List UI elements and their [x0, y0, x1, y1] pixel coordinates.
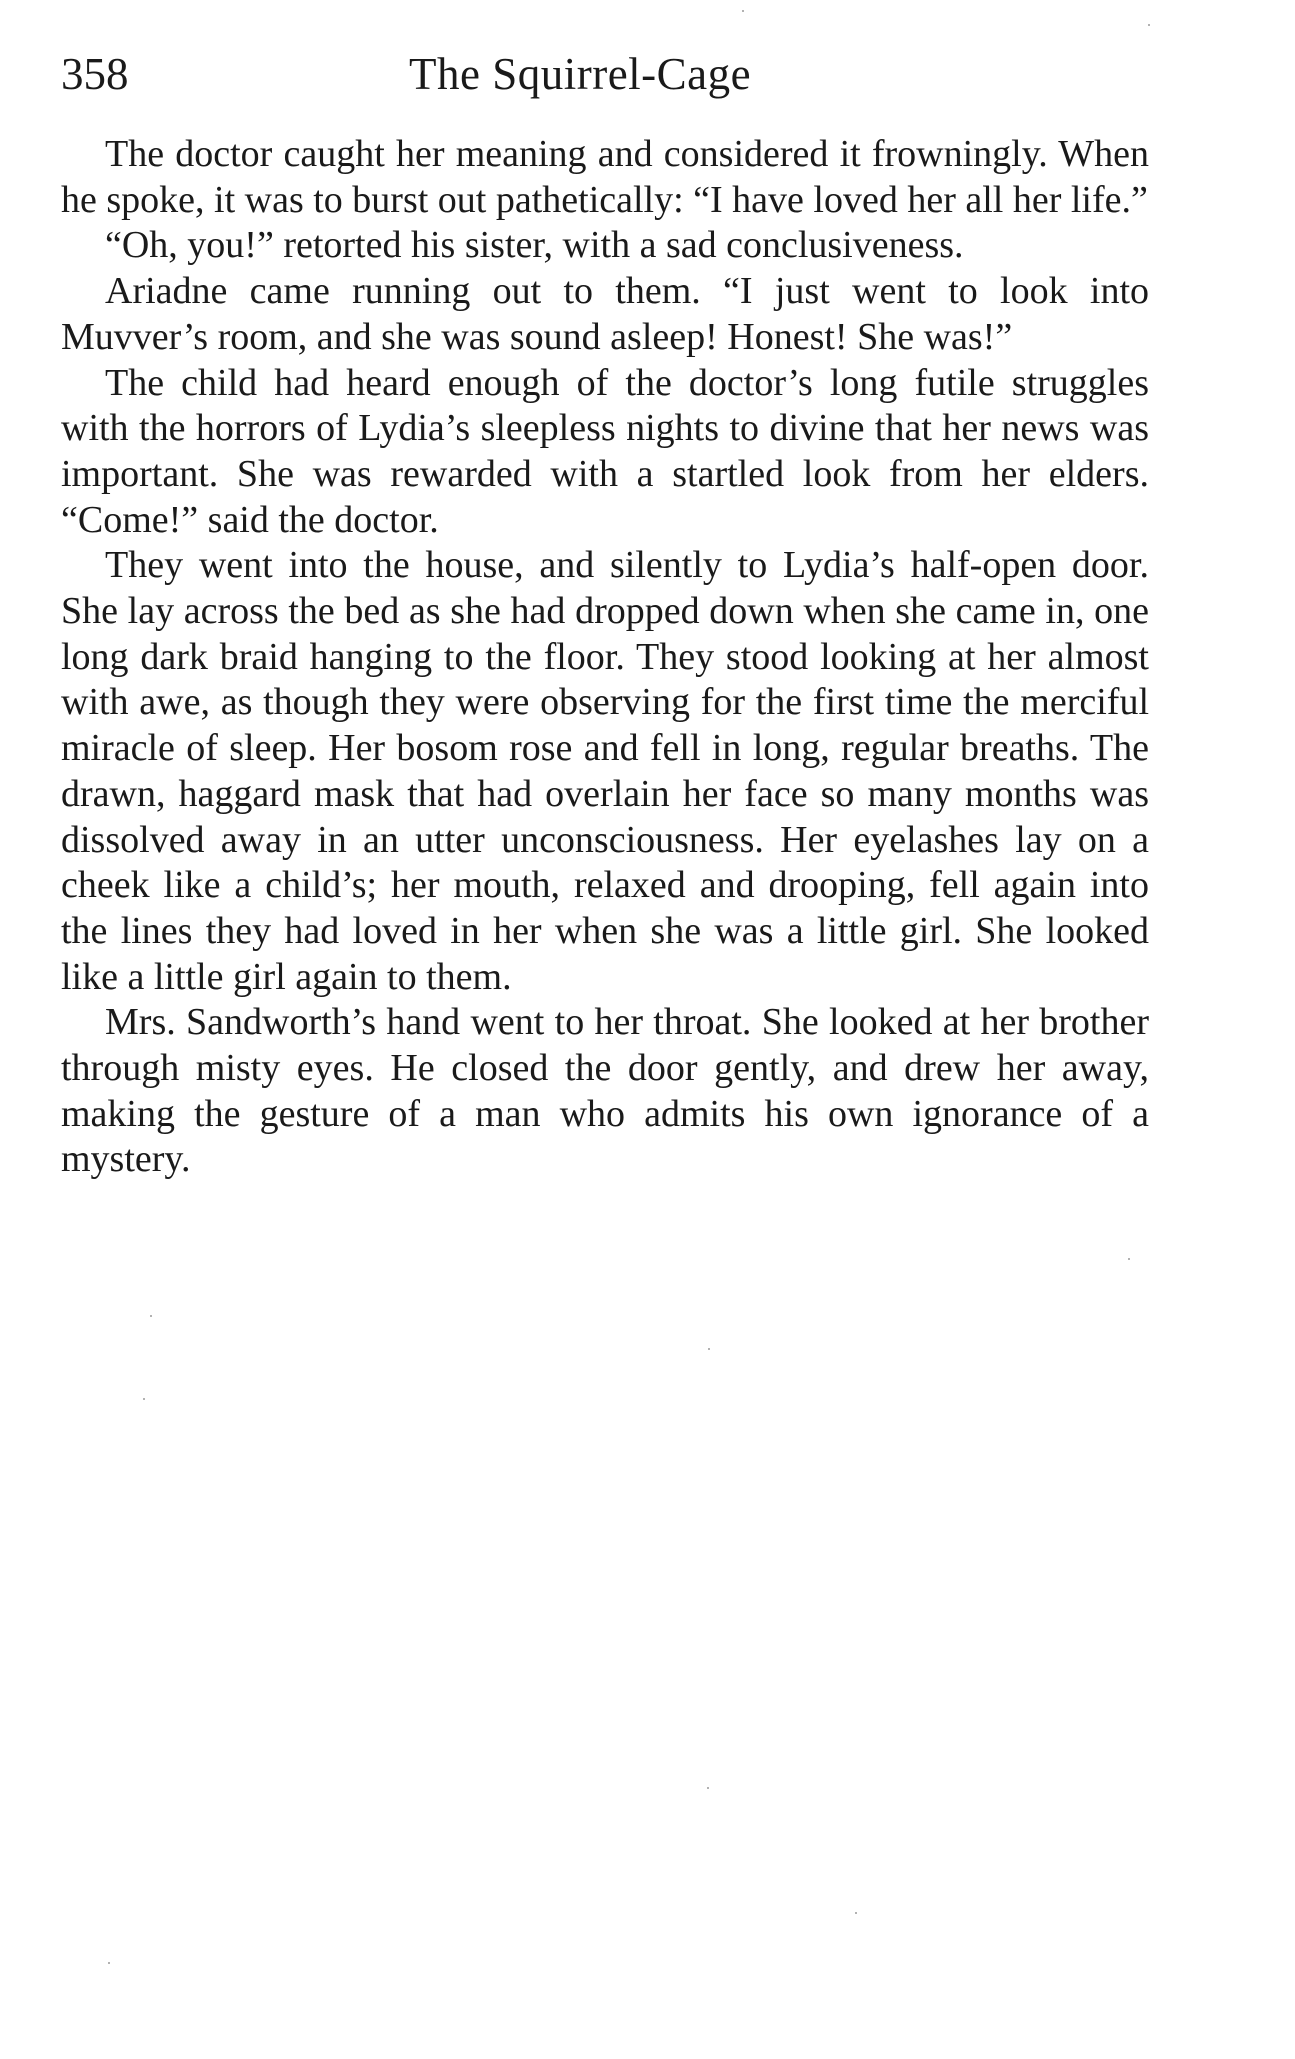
paper-speck — [708, 1348, 710, 1350]
paper-speck — [143, 1398, 145, 1400]
book-page — [61, 38, 1149, 1183]
paragraph-2: “Oh, you!” retorted his sister, with a sad conclusiveness. — [105, 224, 964, 267]
running-head — [61, 38, 1149, 110]
paper-speck — [108, 1962, 110, 1964]
paragraph-6: Mrs. Sandworth’s hand went to her throat. She looked at her brother through misty eyes. He closed the door gently, and drew her away, making the gesture of a man who admits his own ignorance of a mystery. — [61, 1001, 1149, 1181]
body-text — [61, 132, 1149, 1183]
page-number: 358 — [61, 49, 129, 99]
paragraph-5: They went into the house, and silently to Lydia’s half-open door. She lay across the bed as she had dropped down when she came in, one long dark braid hanging to the floor. They stood looking at her almost with awe, as though they were observing for the first time the merciful miracle of sleep. Her bosom rose and fell in long, regular breaths. The drawn, haggard mask that had overlain her face so many months was dissolved away in an utter unconsciousness. Her eyelashes lay on a cheek like a child’s; her mouth, relaxed and drooping, fell again into the lines they had loved in her when she was a little girl. She looked like a little girl again to them. — [61, 544, 1149, 998]
paper-speck — [742, 10, 744, 12]
paper-speck — [855, 1912, 857, 1914]
paper-speck — [150, 1315, 152, 1317]
running-title: The Squirrel-Cage — [409, 49, 752, 99]
paragraph-3: Ariadne came running out to them. “I just went to look into Muvver’s room, and she was sound asleep! Honest! She was!” — [61, 270, 1149, 358]
paper-speck — [1128, 1258, 1130, 1260]
paragraph-4: The child had heard enough of the doctor’s long futile struggles with the horrors of Lydia’s sleepless nights to divine that her news was important. She was rewarded with a startled look from her elders. “Come!” said the doctor. — [61, 361, 1149, 541]
paper-speck — [1148, 24, 1150, 26]
paper-speck — [707, 1787, 709, 1789]
paragraph-1: The doctor caught her meaning and considered it frowningly. When he spoke, it was to burst out pathetically: “I have loved her all her life.” — [61, 133, 1149, 221]
